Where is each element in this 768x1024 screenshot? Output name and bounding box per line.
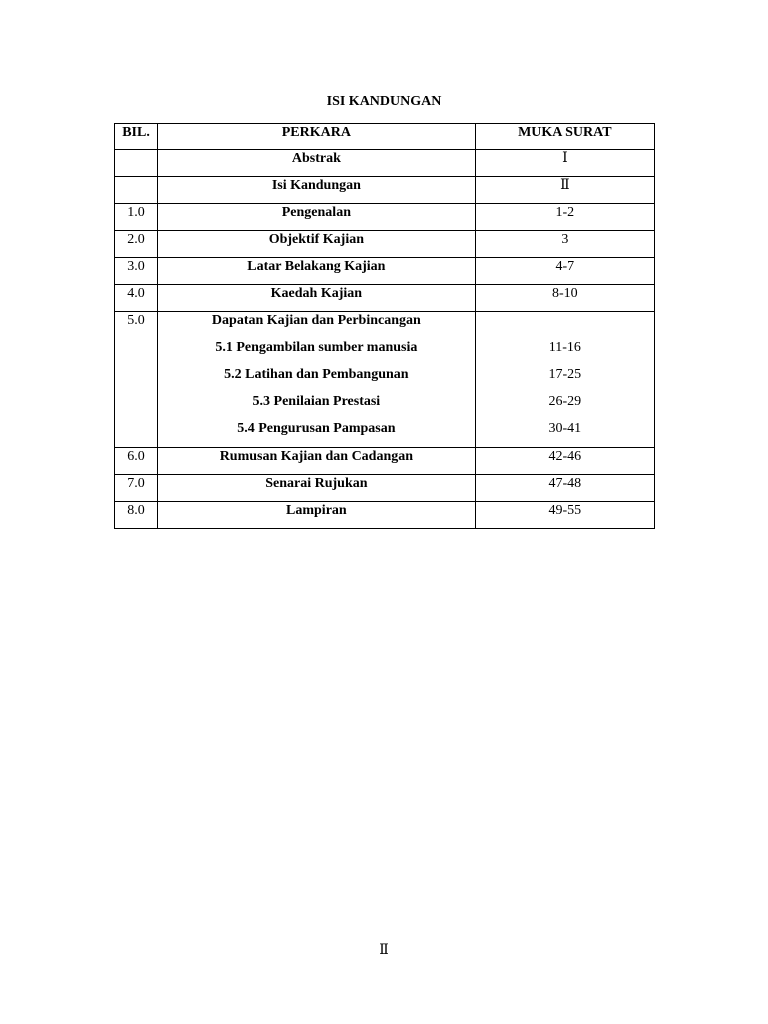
cell-muka-surat: Ⅱ — [475, 177, 654, 204]
table-row — [115, 448, 655, 475]
cell-muka-surat: 4-7 — [475, 258, 654, 285]
cell-muka-surat: 8-10 — [475, 285, 654, 312]
table-row — [115, 475, 655, 502]
section-heading: Dapatan Kajian dan Perbincangan — [211, 313, 421, 328]
page-number: Ⅱ — [379, 943, 389, 958]
table-header-row — [115, 124, 655, 150]
cell-muka-surat: Ⅰ — [475, 150, 654, 177]
cell-perkara: Abstrak — [158, 150, 476, 177]
cell-bil: 4.0 — [115, 285, 158, 312]
table-of-contents — [114, 123, 655, 529]
header-bil: BIL. — [115, 124, 158, 150]
subsection-item: 5.3 Penilaian Prestasi — [252, 394, 381, 409]
cell-perkara: Objektif Kajian — [158, 231, 476, 258]
cell-bil: 8.0 — [115, 502, 158, 529]
table-row — [115, 177, 655, 204]
table-row — [115, 231, 655, 258]
table-row — [115, 204, 655, 231]
cell-muka-surat — [475, 312, 654, 448]
subsection-page: 11-16 — [548, 340, 581, 355]
cell-bil: 3.0 — [115, 258, 158, 285]
cell-bil — [115, 177, 158, 204]
cell-perkara: Kaedah Kajian — [158, 285, 476, 312]
cell-perkara: Rumusan Kajian dan Cadangan — [158, 448, 476, 475]
cell-muka-surat: 42-46 — [475, 448, 654, 475]
cell-perkara: Pengenalan — [158, 204, 476, 231]
table-row — [115, 285, 655, 312]
cell-muka-surat: 1-2 — [475, 204, 654, 231]
table-row-section-5 — [115, 312, 655, 448]
header-muka-surat: MUKA SURAT — [475, 124, 654, 150]
subsection-page-blank — [476, 312, 654, 339]
subsection-item: 5.1 Pengambilan sumber manusia — [215, 340, 418, 355]
cell-perkara: Senarai Rujukan — [158, 475, 476, 502]
cell-muka-surat: 49-55 — [475, 502, 654, 529]
cell-perkara: Lampiran — [158, 502, 476, 529]
header-perkara: PERKARA — [158, 124, 476, 150]
cell-bil: 7.0 — [115, 475, 158, 502]
cell-perkara: Latar Belakang Kajian — [158, 258, 476, 285]
cell-muka-surat: 3 — [475, 231, 654, 258]
cell-bil: 5.0 — [115, 312, 158, 448]
table-row — [115, 502, 655, 529]
cell-bil: 1.0 — [115, 204, 158, 231]
subsection-page: 26-29 — [548, 394, 582, 409]
subsection-page: 30-41 — [548, 421, 582, 436]
cell-muka-surat: 47-48 — [475, 475, 654, 502]
cell-perkara: Isi Kandungan — [158, 177, 476, 204]
subsection-item: 5.2 Latihan dan Pembangunan — [224, 367, 409, 382]
subsection-item: 5.4 Pengurusan Pampasan — [237, 421, 396, 436]
page-title: ISI KANDUNGAN — [326, 94, 442, 109]
cell-bil — [115, 150, 158, 177]
subsection-page: 17-25 — [548, 367, 582, 382]
cell-bil: 2.0 — [115, 231, 158, 258]
cell-bil: 6.0 — [115, 448, 158, 475]
cell-perkara — [158, 312, 476, 448]
table-row — [115, 258, 655, 285]
table-row — [115, 150, 655, 177]
